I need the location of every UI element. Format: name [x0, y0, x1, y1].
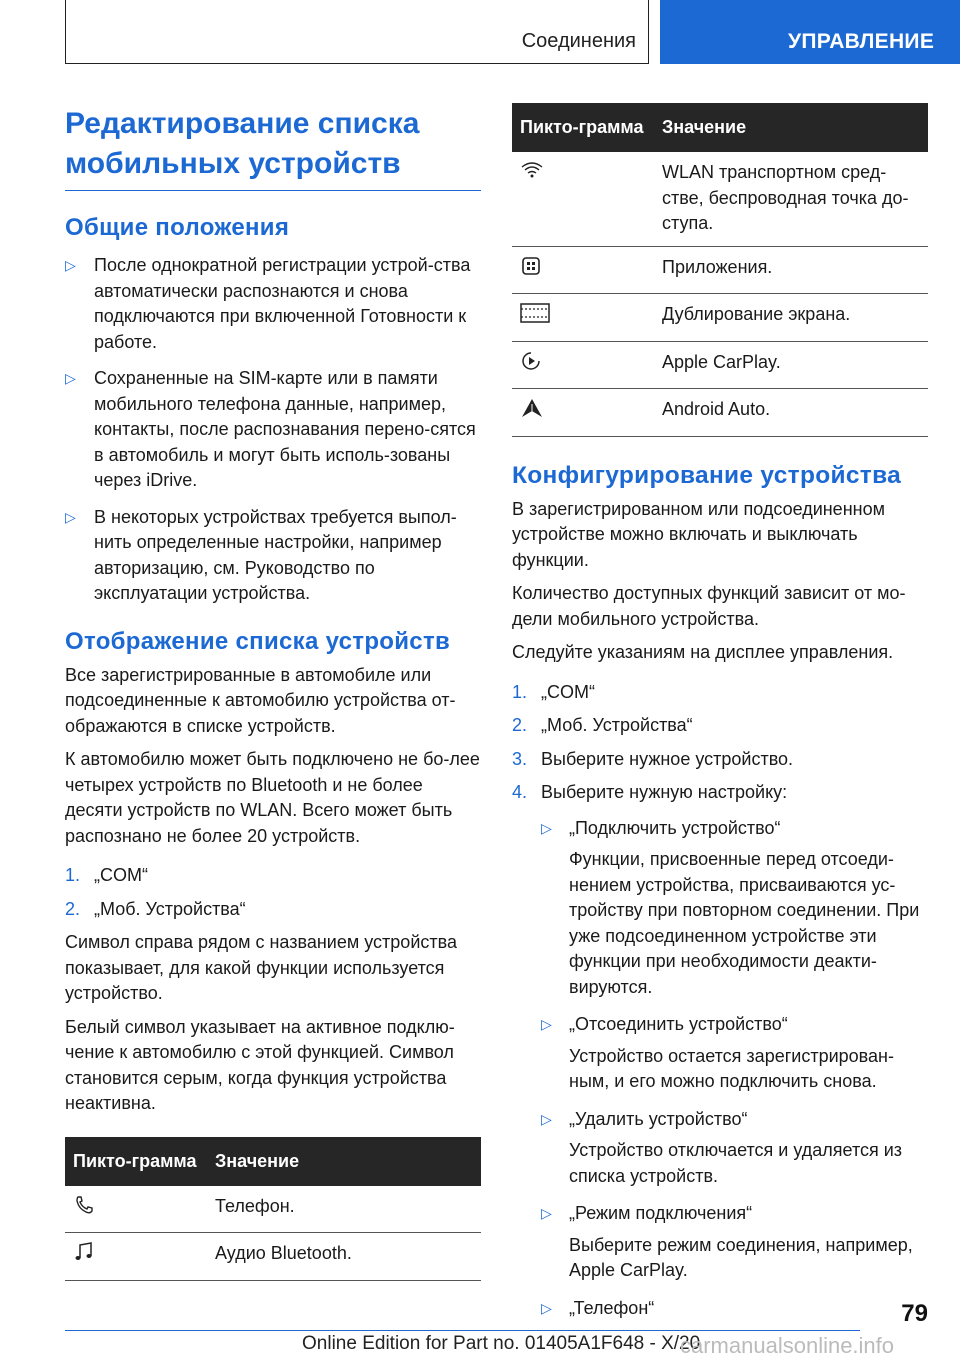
header-section-label: УПРАВЛЕНИЕ [788, 30, 935, 53]
paragraph: Все зарегистрированные в автомобиле или подсоединенные к автомобилю устройства от-ображаются в списке устройств. [65, 664, 456, 736]
option-title: „Телефон“ [569, 1297, 655, 1318]
table-cell-value: Дублирование экрана. [654, 294, 928, 342]
left-column [65, 104, 481, 1281]
step-number: 2. [512, 715, 528, 735]
table-row [512, 341, 928, 389]
bullet-text: Сохраненные на SIM-карте или в памяти мобильного телефона данные, например, контакты, после распознавания перено-сятся в автомобиль и могут быть исполь-зованы через iDrive. [94, 368, 476, 490]
header-section-box [660, 0, 960, 64]
option-title: „Режим подключения“ [569, 1203, 753, 1223]
paragraph: К автомобилю может быть подключено не бо-лее четырех устройств по Bluetooth и не более десяти устройств по WLAN. Всего может быть распознано не более 20 устройств. [65, 749, 480, 846]
page-number: 79 [901, 1300, 928, 1327]
pictogram-table-left [65, 1137, 481, 1281]
table-row [512, 246, 928, 294]
bullet-item [65, 253, 481, 355]
music-note-icon [65, 1233, 207, 1281]
title-divider [65, 190, 481, 191]
option-item [512, 816, 928, 842]
header-tab-box [65, 0, 649, 64]
step-text: „COM“ [94, 865, 148, 885]
triangle-bullet-icon: ▷ [65, 257, 76, 273]
table-row [512, 389, 928, 437]
option-description: Выберите режим соединения, например, Apple CarPlay. [569, 1234, 913, 1280]
triangle-bullet-icon: ▷ [541, 1299, 552, 1316]
android-auto-icon [512, 389, 654, 437]
table-header-meaning: Значение [207, 1137, 481, 1186]
footer-divider [65, 1330, 860, 1331]
paragraph: Белый символ указывает на активное подклю-чение к автомобилю с этой функцией. Символ становится серым, когда функция устройства неактивна. [65, 1016, 455, 1113]
step-number: 1. [65, 865, 81, 885]
step-text: „Моб. Устройства“ [94, 898, 246, 919]
option-item [512, 1296, 928, 1322]
bullet-item [65, 505, 481, 607]
watermark: carmanualsonline.info [680, 1333, 895, 1358]
paragraph: Количество доступных функций зависит от мо-дели мобильного устройства. [512, 583, 906, 629]
step-item [65, 863, 481, 889]
footer-edition: Online Edition for Part no. 01405A1F648 - X/20 [302, 1333, 701, 1354]
step-item [512, 747, 928, 773]
heading-general: Общие положения [65, 214, 290, 241]
phone-icon [65, 1186, 207, 1233]
paragraph: Символ справа рядом с названием устройства показывает, для какой функции используется устройство. [65, 932, 457, 1003]
step-number: 2. [65, 898, 81, 919]
table-cell-value: Аудио Bluetooth. [207, 1233, 481, 1281]
wifi-icon [512, 152, 654, 246]
pictogram-table-right [512, 103, 928, 437]
step-text: Выберите нужную настройку: [541, 782, 788, 802]
step-text: „COM“ [541, 681, 595, 702]
table-header-pictogram: Пикто-грамма [512, 103, 654, 152]
step-item [512, 713, 928, 739]
step-number: 4. [512, 782, 528, 802]
bullet-item [65, 366, 481, 494]
table-row [512, 294, 928, 342]
table-row [65, 1186, 481, 1233]
table-cell-value: Приложения. [654, 246, 928, 294]
apps-icon [512, 246, 654, 294]
triangle-bullet-icon: ▷ [541, 1110, 552, 1127]
page-title: Редактирование списка мобильных устройств [65, 107, 420, 180]
table-cell-value: WLAN транспортном сред-стве, беспроводная точка до-ступа. [654, 152, 928, 246]
option-item [512, 1201, 928, 1227]
bullet-text: В некоторых устройствах требуется выпол-нить определенные настройки, например авторизацию, см. Руководство по эксплуатации устройства. [94, 506, 457, 603]
option-title: „Подключить устройство“ [569, 817, 781, 838]
triangle-bullet-icon: ▷ [541, 819, 552, 836]
option-item [512, 1012, 928, 1038]
step-item [512, 780, 928, 806]
screen-mirroring-icon [512, 294, 654, 342]
table-cell-value: Телефон. [207, 1186, 481, 1233]
option-description: Функции, присвоенные перед отсоеди-нением устройства, присваиваются ус-тройству при повторном соединении. При уже подсоединенном устройстве эти функции при необходимости деакти-вируются. [569, 849, 920, 997]
header-tab-label: Соединения [521, 30, 636, 52]
option-item [512, 1107, 928, 1133]
table-header-pictogram: Пикто-грамма [65, 1137, 207, 1186]
heading-config: Конфигурирование устройства [512, 461, 902, 489]
heading-display-list: Отображение списка устройств [65, 627, 451, 655]
paragraph: В зарегистрированном или подсоединенном устройстве можно включать и выключать функции. [512, 498, 885, 570]
triangle-bullet-icon: ▷ [65, 370, 76, 386]
step-text: „Моб. Устройства“ [541, 715, 693, 735]
triangle-bullet-icon: ▷ [541, 1016, 552, 1032]
bullet-text: После однократной регистрации устрой-ства автоматически распознаются и снова подключаются при включенной Готовности к работе. [94, 255, 471, 352]
option-title: „Отсоединить устройство“ [569, 1014, 788, 1034]
step-item [65, 897, 481, 923]
triangle-bullet-icon: ▷ [541, 1205, 552, 1221]
step-number: 1. [512, 681, 528, 702]
carplay-icon [512, 341, 654, 389]
table-row [65, 1233, 481, 1281]
right-column [512, 103, 928, 1321]
step-number: 3. [512, 748, 528, 769]
table-header-meaning: Значение [654, 103, 928, 152]
option-description: Устройство отключается и удаляется из списка устройств. [569, 1140, 903, 1186]
option-title: „Удалить устройство“ [569, 1108, 748, 1129]
step-item [512, 680, 928, 706]
triangle-bullet-icon: ▷ [65, 508, 76, 525]
step-text: Выберите нужное устройство. [541, 748, 794, 769]
paragraph: Следуйте указаниям на дисплее управления. [512, 642, 894, 662]
table-row [512, 152, 928, 246]
option-description: Устройство остается зарегистрирован-ным, и его можно подключить снова. [569, 1045, 894, 1091]
table-cell-value: Android Auto. [654, 389, 928, 437]
table-cell-value: Apple CarPlay. [654, 341, 928, 389]
